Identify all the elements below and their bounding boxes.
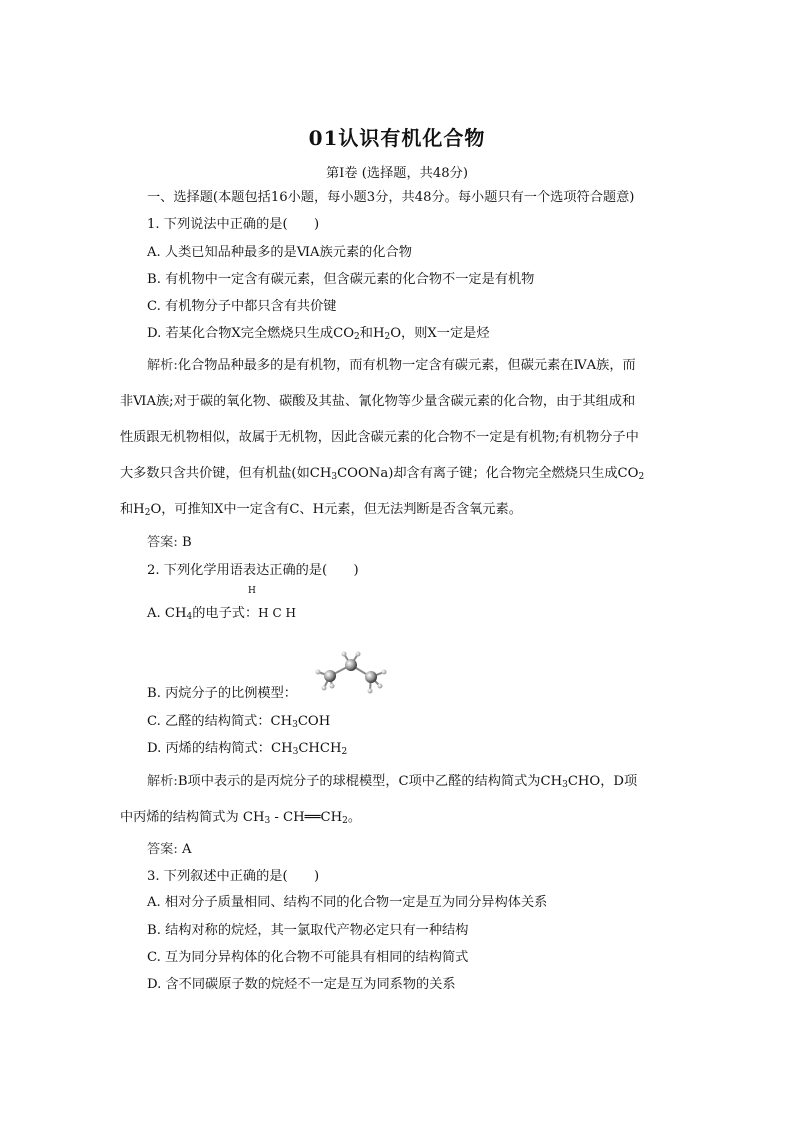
question-2-option-a: A. $CH_4$的电子式：H C H [147, 606, 296, 622]
question-3-stem: 3. 下列叙述中正确的是( ) [147, 869, 320, 884]
propane-ball-stick-model [308, 646, 398, 706]
question-1-option-b: B. 有机物中一定含有碳元素，但含碳元素的化合物不一定是有机物 [147, 272, 535, 287]
question-2-option-d: D. 丙烯的结构简式：$CH_3CHCH_2$ [147, 741, 348, 757]
question-1-analysis-line-4: 大多数只含共价键，但有机盐(如$CH_3COONa$)却含有离子键；化合物完全燃烧只生成$CO_2$ [120, 466, 645, 482]
question-3-option-b: B. 结构对称的烷烃，其一氯取代产物必定只有一种结构 [147, 923, 469, 938]
question-3-option-d: D. 含不同碳原子数的烷烃不一定是互为同系物的关系 [147, 977, 456, 992]
question-2-stem: 2. 下列化学用语表达正确的是( ) [147, 563, 359, 578]
electron-formula-top-h: H [248, 586, 256, 596]
question-2-answer: 答案: A [147, 842, 192, 857]
question-1-analysis-line-1: 解析:化合物品种最多的是有机物，而有机物一定含有碳元素，但碳元素在ⅣA族，而 [147, 358, 636, 373]
question-1-option-a: A. 人类已知品种最多的是ⅥA族元素的化合物 [147, 245, 412, 260]
page-title: 01认识有机化合物 [308, 126, 486, 150]
question-1-stem: 1. 下列说法中正确的是( ) [147, 217, 320, 232]
methane-electron-formula: H C H [258, 606, 296, 620]
question-2-option-b: B. 丙烷分子的比例模型： [147, 686, 297, 701]
question-2-analysis-line-1: 解析:B项中表示的是丙烷分子的球棍模型，C项中乙醛的结构简式为$CH_3CHO$，D项 [147, 774, 638, 790]
question-1-option-c: C. 有机物分子中都只含有共价键 [147, 299, 337, 314]
question-1-analysis-line-5: 和$H_2O$，可推知X中一定含有C、H元素，但无法判断是否含氧元素。 [120, 502, 522, 518]
question-2-option-c: C. 乙醛的结构简式：$CH_3COH$ [147, 714, 331, 730]
question-1-analysis-line-2: 非ⅥA族;对于碳的氧化物、碳酸及其盐、氰化物等少量含碳元素的化合物，由于其组成和 [120, 394, 636, 409]
question-2-analysis-line-2: 中丙烯的结构简式为 $CH_3$ - $CH══CH_2$。 [120, 810, 362, 826]
question-3-option-a: A. 相对分子质量相同、结构不同的化合物一定是互为同分异构体关系 [147, 895, 548, 910]
question-1-analysis-line-3: 性质跟无机物相似，故属于无机物，因此含碳元素的化合物不一定是有机物;有机物分子中 [120, 430, 639, 445]
section-subtitle: 第Ⅰ卷 (选择题，共48分) [326, 166, 468, 181]
section-instructions: 一、选择题(本题包括16小题，每小题3分，共48分。每小题只有一个选项符合题意) [147, 190, 635, 205]
question-1-option-d: D. 若某化合物X完全燃烧只生成$CO_2$和$H_2O$，则X一定是烃 [147, 326, 490, 342]
question-3-option-c: C. 互为同分异构体的化合物不可能具有相同的结构简式 [147, 950, 469, 965]
question-1-answer: 答案: B [147, 535, 192, 550]
